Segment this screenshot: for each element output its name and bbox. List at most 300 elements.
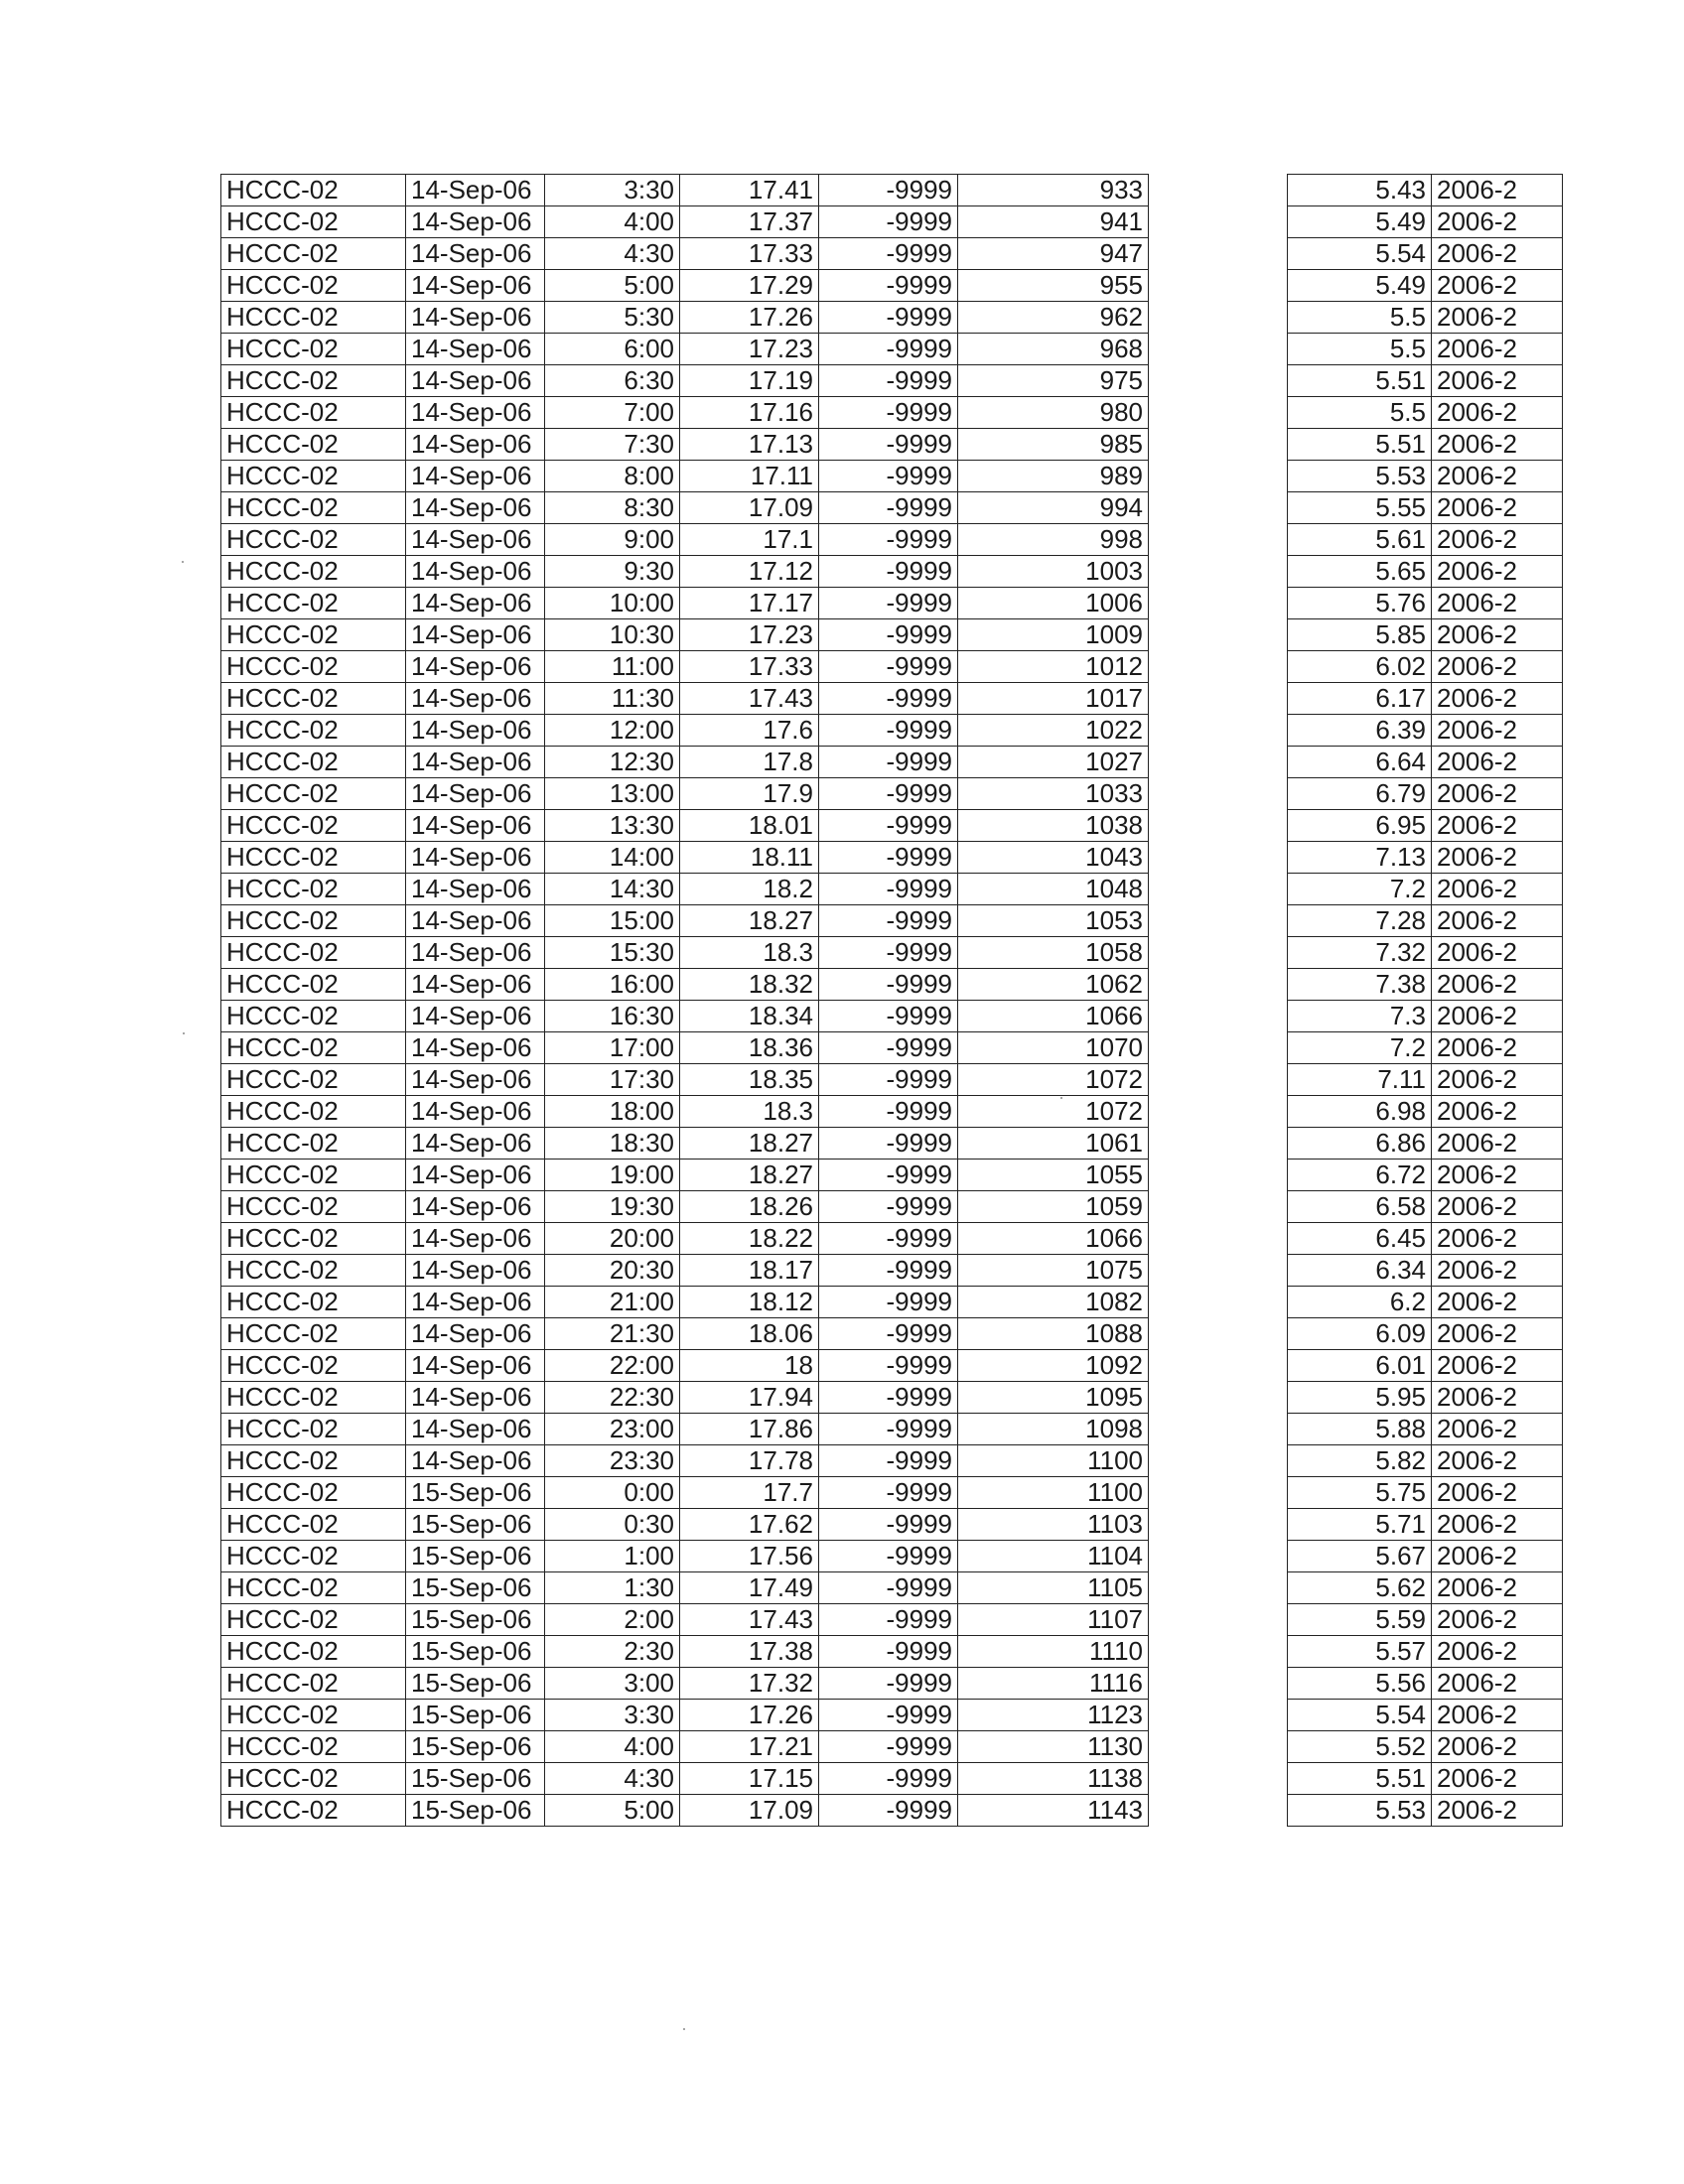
temperature-cell: 18.3 [680,1096,819,1128]
reading-cell: 1110 [958,1636,1149,1668]
value-cell: 5.49 [1288,270,1432,302]
reading-cell: 1082 [958,1287,1149,1318]
temperature-cell: 17.09 [680,1795,819,1827]
site-id-cell: HCCC-02 [221,365,406,397]
date-cell: 14-Sep-06 [406,1223,545,1255]
period-cell: 2006-2 [1432,1509,1563,1541]
reading-cell: 1088 [958,1318,1149,1350]
table-row [1288,651,1563,683]
period-cell: 2006-2 [1432,365,1563,397]
table-row [1288,683,1563,715]
time-cell: 0:30 [545,1509,680,1541]
temperature-cell: 17.43 [680,683,819,715]
temperature-cell: 18.36 [680,1032,819,1064]
site-id-cell: HCCC-02 [221,619,406,651]
site-id-cell: HCCC-02 [221,1763,406,1795]
value-cell: 5.5 [1288,397,1432,429]
period-cell: 2006-2 [1432,492,1563,524]
site-id-cell: HCCC-02 [221,1064,406,1096]
date-cell: 15-Sep-06 [406,1763,545,1795]
missing-value-cell: -9999 [819,1700,958,1731]
value-cell: 5.75 [1288,1477,1432,1509]
date-cell: 14-Sep-06 [406,905,545,937]
table-row [221,1255,1149,1287]
table-row [221,937,1149,969]
reading-cell: 1070 [958,1032,1149,1064]
table-row [1288,1096,1563,1128]
time-cell: 9:30 [545,556,680,588]
time-cell: 5:00 [545,270,680,302]
missing-value-cell: -9999 [819,429,958,461]
time-cell: 17:30 [545,1064,680,1096]
temperature-cell: 17.78 [680,1445,819,1477]
value-cell: 5.51 [1288,1763,1432,1795]
missing-value-cell: -9999 [819,397,958,429]
table-row [1288,1318,1563,1350]
value-cell: 5.76 [1288,588,1432,619]
data-table-right [1287,174,1563,1827]
temperature-cell: 17.21 [680,1731,819,1763]
time-cell: 14:30 [545,874,680,905]
site-id-cell: HCCC-02 [221,1636,406,1668]
table-row [1288,1604,1563,1636]
date-cell: 14-Sep-06 [406,1160,545,1191]
value-cell: 5.43 [1288,175,1432,206]
table-row [221,1064,1149,1096]
value-cell: 5.51 [1288,365,1432,397]
table-row [1288,1032,1563,1064]
date-cell: 14-Sep-06 [406,1064,545,1096]
value-cell: 5.65 [1288,556,1432,588]
value-cell: 5.67 [1288,1541,1432,1572]
reading-cell: 975 [958,365,1149,397]
time-cell: 13:30 [545,810,680,842]
table-row [221,365,1149,397]
missing-value-cell: -9999 [819,1001,958,1032]
site-id-cell: HCCC-02 [221,905,406,937]
period-cell: 2006-2 [1432,1032,1563,1064]
value-cell: 7.13 [1288,842,1432,874]
temperature-cell: 17.9 [680,778,819,810]
temperature-cell: 17.11 [680,461,819,492]
date-cell: 15-Sep-06 [406,1541,545,1572]
period-cell: 2006-2 [1432,683,1563,715]
missing-value-cell: -9999 [819,651,958,683]
reading-cell: 1012 [958,651,1149,683]
date-cell: 14-Sep-06 [406,1255,545,1287]
table-row [1288,969,1563,1001]
temperature-cell: 17.62 [680,1509,819,1541]
table-row [1288,524,1563,556]
value-cell: 5.54 [1288,238,1432,270]
date-cell: 15-Sep-06 [406,1795,545,1827]
table-row [1288,937,1563,969]
period-cell: 2006-2 [1432,937,1563,969]
date-cell: 14-Sep-06 [406,937,545,969]
site-id-cell: HCCC-02 [221,206,406,238]
missing-value-cell: -9999 [819,1763,958,1795]
date-cell: 14-Sep-06 [406,588,545,619]
missing-value-cell: -9999 [819,1032,958,1064]
reading-cell: 1103 [958,1509,1149,1541]
table-row [1288,1191,1563,1223]
table-row [221,556,1149,588]
value-cell: 5.82 [1288,1445,1432,1477]
time-cell: 4:30 [545,1763,680,1795]
site-id-cell: HCCC-02 [221,270,406,302]
period-cell: 2006-2 [1432,1096,1563,1128]
temperature-cell: 18.12 [680,1287,819,1318]
missing-value-cell: -9999 [819,1477,958,1509]
reading-cell: 1048 [958,874,1149,905]
period-cell: 2006-2 [1432,270,1563,302]
time-cell: 7:30 [545,429,680,461]
missing-value-cell: -9999 [819,334,958,365]
date-cell: 14-Sep-06 [406,492,545,524]
reading-cell: 985 [958,429,1149,461]
time-cell: 12:30 [545,747,680,778]
time-cell: 3:30 [545,1700,680,1731]
site-id-cell: HCCC-02 [221,302,406,334]
period-cell: 2006-2 [1432,334,1563,365]
period-cell: 2006-2 [1432,1477,1563,1509]
temperature-cell: 18.3 [680,937,819,969]
table-row [221,461,1149,492]
value-cell: 6.17 [1288,683,1432,715]
table-row [1288,1509,1563,1541]
period-cell: 2006-2 [1432,1414,1563,1445]
value-cell: 6.09 [1288,1318,1432,1350]
site-id-cell: HCCC-02 [221,1541,406,1572]
reading-cell: 1098 [958,1414,1149,1445]
missing-value-cell: -9999 [819,619,958,651]
value-cell: 7.28 [1288,905,1432,937]
reading-cell: 989 [958,461,1149,492]
period-cell: 2006-2 [1432,1160,1563,1191]
table-row [1288,1541,1563,1572]
data-table-left-body [221,175,1149,1827]
reading-cell: 1055 [958,1160,1149,1191]
time-cell: 13:00 [545,778,680,810]
time-cell: 8:00 [545,461,680,492]
reading-cell: 1138 [958,1763,1149,1795]
period-cell: 2006-2 [1432,651,1563,683]
missing-value-cell: -9999 [819,556,958,588]
missing-value-cell: -9999 [819,905,958,937]
missing-value-cell: -9999 [819,810,958,842]
temperature-cell: 17.56 [680,1541,819,1572]
period-cell: 2006-2 [1432,1541,1563,1572]
table-row [1288,1350,1563,1382]
table-row [221,1318,1149,1350]
temperature-cell: 18 [680,1350,819,1382]
date-cell: 15-Sep-06 [406,1668,545,1700]
temperature-cell: 17.09 [680,492,819,524]
missing-value-cell: -9999 [819,1255,958,1287]
date-cell: 14-Sep-06 [406,1414,545,1445]
time-cell: 11:30 [545,683,680,715]
missing-value-cell: -9999 [819,461,958,492]
value-cell: 6.98 [1288,1096,1432,1128]
period-cell: 2006-2 [1432,778,1563,810]
table-row [221,1509,1149,1541]
table-row [1288,1731,1563,1763]
period-cell: 2006-2 [1432,524,1563,556]
reading-cell: 1053 [958,905,1149,937]
temperature-cell: 17.32 [680,1668,819,1700]
site-id-cell: HCCC-02 [221,778,406,810]
period-cell: 2006-2 [1432,1287,1563,1318]
temperature-cell: 18.11 [680,842,819,874]
reading-cell: 1058 [958,937,1149,969]
temperature-cell: 17.94 [680,1382,819,1414]
time-cell: 8:30 [545,492,680,524]
reading-cell: 1143 [958,1795,1149,1827]
site-id-cell: HCCC-02 [221,1700,406,1731]
time-cell: 5:00 [545,1795,680,1827]
temperature-cell: 17.26 [680,302,819,334]
site-id-cell: HCCC-02 [221,810,406,842]
temperature-cell: 17.1 [680,524,819,556]
period-cell: 2006-2 [1432,842,1563,874]
table-row [1288,492,1563,524]
temperature-cell: 18.32 [680,969,819,1001]
missing-value-cell: -9999 [819,1064,958,1096]
table-row [1288,334,1563,365]
site-id-cell: HCCC-02 [221,969,406,1001]
table-row [221,619,1149,651]
value-cell: 6.86 [1288,1128,1432,1160]
missing-value-cell: -9999 [819,1223,958,1255]
value-cell: 6.39 [1288,715,1432,747]
date-cell: 14-Sep-06 [406,1032,545,1064]
table-row [1288,747,1563,778]
missing-value-cell: -9999 [819,1318,958,1350]
reading-cell: 1123 [958,1700,1149,1731]
period-cell: 2006-2 [1432,969,1563,1001]
time-cell: 23:30 [545,1445,680,1477]
table-row [221,1700,1149,1731]
time-cell: 12:00 [545,715,680,747]
time-cell: 6:00 [545,334,680,365]
reading-cell: 1075 [958,1255,1149,1287]
table-row [221,524,1149,556]
table-row [1288,206,1563,238]
table-row [1288,1064,1563,1096]
time-cell: 0:00 [545,1477,680,1509]
date-cell: 14-Sep-06 [406,715,545,747]
time-cell: 19:00 [545,1160,680,1191]
temperature-cell: 18.01 [680,810,819,842]
value-cell: 5.53 [1288,461,1432,492]
temperature-cell: 18.2 [680,874,819,905]
reading-cell: 1009 [958,619,1149,651]
table-row [1288,1255,1563,1287]
temperature-cell: 18.35 [680,1064,819,1096]
table-row [221,1731,1149,1763]
period-cell: 2006-2 [1432,1700,1563,1731]
reading-cell: 1027 [958,747,1149,778]
reading-cell: 994 [958,492,1149,524]
site-id-cell: HCCC-02 [221,715,406,747]
table-row [1288,905,1563,937]
time-cell: 16:30 [545,1001,680,1032]
table-row [221,1445,1149,1477]
time-cell: 2:30 [545,1636,680,1668]
value-cell: 6.58 [1288,1191,1432,1223]
date-cell: 14-Sep-06 [406,429,545,461]
scan-speck [183,1032,185,1034]
period-cell: 2006-2 [1432,1191,1563,1223]
temperature-cell: 17.29 [680,270,819,302]
site-id-cell: HCCC-02 [221,1223,406,1255]
time-cell: 3:30 [545,175,680,206]
missing-value-cell: -9999 [819,1287,958,1318]
time-cell: 15:00 [545,905,680,937]
temperature-cell: 17.23 [680,334,819,365]
value-cell: 5.53 [1288,1795,1432,1827]
site-id-cell: HCCC-02 [221,1096,406,1128]
missing-value-cell: -9999 [819,238,958,270]
reading-cell: 1059 [958,1191,1149,1223]
reading-cell: 1100 [958,1477,1149,1509]
time-cell: 15:30 [545,937,680,969]
period-cell: 2006-2 [1432,238,1563,270]
value-cell: 5.5 [1288,334,1432,365]
date-cell: 14-Sep-06 [406,1191,545,1223]
table-row [1288,1763,1563,1795]
missing-value-cell: -9999 [819,1509,958,1541]
value-cell: 5.57 [1288,1636,1432,1668]
value-cell: 5.85 [1288,619,1432,651]
date-cell: 14-Sep-06 [406,1350,545,1382]
table-row [221,969,1149,1001]
data-table-right-body [1288,175,1563,1827]
time-cell: 20:00 [545,1223,680,1255]
missing-value-cell: -9999 [819,1414,958,1445]
table-row [1288,397,1563,429]
value-cell: 6.01 [1288,1350,1432,1382]
date-cell: 14-Sep-06 [406,175,545,206]
date-cell: 15-Sep-06 [406,1604,545,1636]
site-id-cell: HCCC-02 [221,1604,406,1636]
time-cell: 21:30 [545,1318,680,1350]
time-cell: 4:00 [545,1731,680,1763]
site-id-cell: HCCC-02 [221,1191,406,1223]
period-cell: 2006-2 [1432,905,1563,937]
scan-speck [1060,1097,1062,1099]
table-row [221,1223,1149,1255]
missing-value-cell: -9999 [819,1572,958,1604]
reading-cell: 1095 [958,1382,1149,1414]
time-cell: 1:30 [545,1572,680,1604]
table-row [221,1572,1149,1604]
missing-value-cell: -9999 [819,1096,958,1128]
temperature-cell: 17.38 [680,1636,819,1668]
value-cell: 5.49 [1288,206,1432,238]
time-cell: 11:00 [545,651,680,683]
time-cell: 14:00 [545,842,680,874]
time-cell: 23:00 [545,1414,680,1445]
table-row [1288,1477,1563,1509]
missing-value-cell: -9999 [819,1795,958,1827]
reading-cell: 1130 [958,1731,1149,1763]
reading-cell: 1066 [958,1001,1149,1032]
site-id-cell: HCCC-02 [221,937,406,969]
table-row [221,397,1149,429]
value-cell: 6.79 [1288,778,1432,810]
table-row [1288,1795,1563,1827]
temperature-cell: 17.16 [680,397,819,429]
table-row [1288,175,1563,206]
site-id-cell: HCCC-02 [221,1477,406,1509]
period-cell: 2006-2 [1432,302,1563,334]
period-cell: 2006-2 [1432,1668,1563,1700]
time-cell: 10:00 [545,588,680,619]
period-cell: 2006-2 [1432,874,1563,905]
value-cell: 6.45 [1288,1223,1432,1255]
site-id-cell: HCCC-02 [221,651,406,683]
date-cell: 14-Sep-06 [406,651,545,683]
site-id-cell: HCCC-02 [221,238,406,270]
period-cell: 2006-2 [1432,1604,1563,1636]
table-row [221,778,1149,810]
date-cell: 14-Sep-06 [406,1382,545,1414]
time-cell: 16:00 [545,969,680,1001]
period-cell: 2006-2 [1432,619,1563,651]
time-cell: 18:00 [545,1096,680,1128]
date-cell: 14-Sep-06 [406,778,545,810]
temperature-cell: 18.27 [680,1160,819,1191]
site-id-cell: HCCC-02 [221,1795,406,1827]
time-cell: 1:00 [545,1541,680,1572]
table-row [221,1287,1149,1318]
reading-cell: 947 [958,238,1149,270]
site-id-cell: HCCC-02 [221,397,406,429]
site-id-cell: HCCC-02 [221,461,406,492]
period-cell: 2006-2 [1432,747,1563,778]
temperature-cell: 17.41 [680,175,819,206]
missing-value-cell: -9999 [819,969,958,1001]
time-cell: 4:00 [545,206,680,238]
date-cell: 14-Sep-06 [406,1318,545,1350]
missing-value-cell: -9999 [819,842,958,874]
missing-value-cell: -9999 [819,1382,958,1414]
table-row [221,1191,1149,1223]
date-cell: 14-Sep-06 [406,619,545,651]
reading-cell: 968 [958,334,1149,365]
missing-value-cell: -9999 [819,302,958,334]
table-row [1288,238,1563,270]
missing-value-cell: -9999 [819,1731,958,1763]
time-cell: 22:00 [545,1350,680,1382]
value-cell: 5.88 [1288,1414,1432,1445]
temperature-cell: 17.6 [680,715,819,747]
missing-value-cell: -9999 [819,1668,958,1700]
date-cell: 14-Sep-06 [406,874,545,905]
reading-cell: 1062 [958,969,1149,1001]
table-row [221,842,1149,874]
time-cell: 5:30 [545,302,680,334]
date-cell: 14-Sep-06 [406,810,545,842]
date-cell: 15-Sep-06 [406,1700,545,1731]
temperature-cell: 17.15 [680,1763,819,1795]
period-cell: 2006-2 [1432,1064,1563,1096]
site-id-cell: HCCC-02 [221,1445,406,1477]
temperature-cell: 17.19 [680,365,819,397]
table-row [221,429,1149,461]
site-id-cell: HCCC-02 [221,874,406,905]
